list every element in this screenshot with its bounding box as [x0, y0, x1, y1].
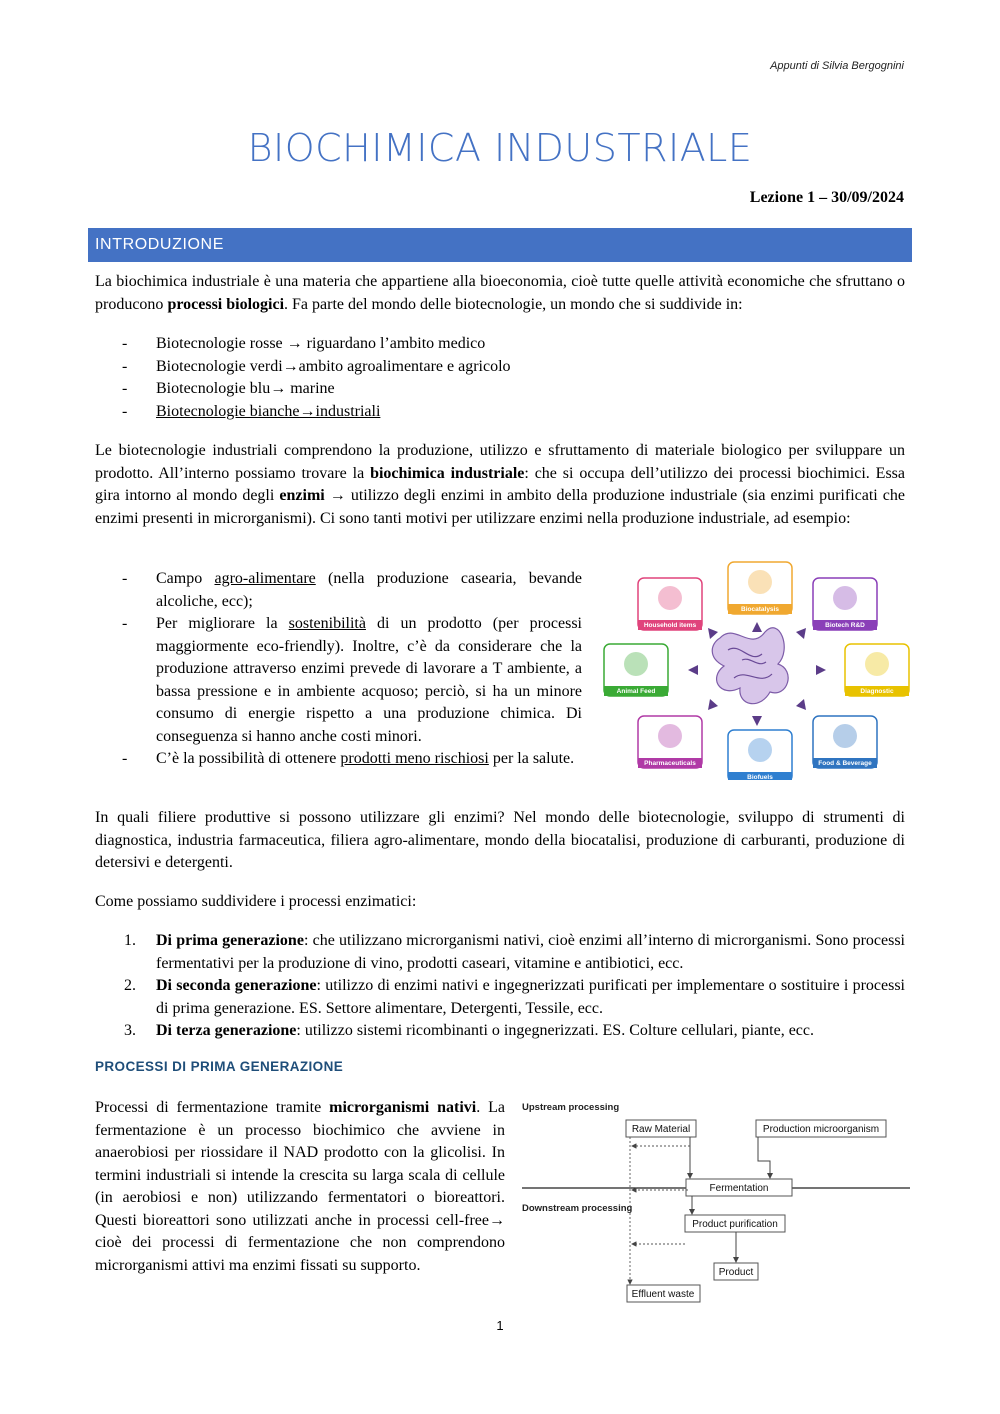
subdivision-intro: Come possiamo suddividere i processi enzimatici: [95, 893, 417, 910]
arrow-icon: → [270, 380, 287, 397]
list-item: - Biotecnologie blu→ marine [122, 380, 335, 397]
application-tile-label: Pharmaceuticals [644, 760, 696, 767]
effluent-waste-label: Effluent waste [631, 1289, 695, 1300]
arrow-icon: → [299, 402, 316, 420]
application-icon [658, 586, 682, 610]
list-item: - C’è la possibilità di ottenere prodotti meno rischiosi per la salute. [122, 750, 575, 767]
application-tile [638, 578, 702, 630]
section-title: INTRODUZIONE [95, 236, 224, 253]
waste-arrows [630, 1137, 690, 1284]
enzyme-applications-figure [600, 560, 912, 780]
list-item: - Biotecnologie bianche→industriali [122, 402, 381, 420]
application-tile-label: Biofuels [747, 774, 773, 780]
list-item: 3. Di terza generazione: utilizzo sistemi ricombinanti o ingegnerizzati. ES. Colture cellulari, piante, ecc. [124, 1022, 815, 1039]
subsection-title: PROCESSI DI PRIMA GENERAZIONE [95, 1059, 344, 1074]
list-item: - Biotecnologie rosse → riguardano l’ambito medico [122, 335, 486, 352]
arrow-icon: → [286, 335, 303, 352]
biotech-list [122, 333, 511, 423]
list-item: - Biotecnologie verdi→ambito agroalimentare e agricolo [122, 357, 511, 375]
application-icon [833, 586, 857, 610]
list-item: - Campo agro-alimentare (nella produzione casearia, bevande alcoliche, ecc); [122, 570, 583, 610]
product-label: Product [718, 1267, 754, 1278]
list-item: - Per migliorare la sostenibilità di un prodotto (per processi maggiormente eco-friendly). Inoltre, c’è da considerare che la produzione attraverso enzimi prevede di lavorare a T ambiente, a bassa pressione e in ambiente acquoso; perciò, si ha un minore consumo di energie rispetto a una produzione chimica. Di conseguenza si hanno anche costi minori. [122, 615, 583, 745]
flow-arrows [690, 1137, 770, 1262]
application-tile [813, 716, 877, 768]
reasons-list [122, 568, 582, 771]
product-purification-label: Product purification [692, 1219, 778, 1230]
application-tile [845, 644, 909, 696]
application-tile-label: Household items [643, 622, 697, 629]
application-icon [833, 724, 857, 748]
intro-text-end: . Fa parte del mondo delle biotecnologie, un mondo che si suddivide in: [284, 295, 743, 313]
intro-paragraph [95, 271, 905, 316]
application-icon [658, 724, 682, 748]
raw-material-label: Raw Material [631, 1124, 691, 1135]
arrow-icon: → [282, 357, 299, 375]
application-tile-label: Biocatalysis [741, 606, 779, 613]
application-tile-label: Diagnostic [860, 688, 894, 695]
upstream-label: Upstream processing [522, 1102, 620, 1113]
application-icon [748, 570, 772, 594]
enzyme-center-icon [712, 628, 788, 704]
application-tile [728, 562, 792, 614]
application-tile-label: Food & Beverage [818, 760, 872, 767]
application-icon [865, 652, 889, 676]
downstream-label: Downstream processing [522, 1203, 633, 1214]
process-flow-diagram [518, 1097, 912, 1307]
generations-list [122, 930, 905, 1043]
lesson-date: Lezione 1 – 30/09/2024 [749, 189, 904, 206]
application-tile [638, 716, 702, 768]
production-microorganism-label: Production microorganism [762, 1124, 880, 1135]
application-icon [748, 738, 772, 762]
list-item: 2. Di seconda generazione: utilizzo di enzimi nativi e ingegnerizzati purificati per implementare o sostituire i processi di prima generazione. ES. Settore alimentare, Detergenti, Tessile, ecc. [124, 977, 905, 1017]
application-tile-label: Animal Feed [616, 688, 656, 695]
fermentation-label: Fermentation [709, 1183, 769, 1194]
page-title: BIOCHIMICA INDUSTRIALE [247, 126, 753, 170]
application-tile-label: Biotech R&D [825, 622, 865, 629]
application-tile [728, 730, 792, 780]
page-number: 1 [496, 1318, 504, 1333]
section-header-bar [88, 228, 912, 262]
intro-bold: processi biologici [167, 295, 285, 313]
list-item: 1. Di prima generazione: che utilizzano microrganismi nativi, cioè enzimi all’interno di microrganismi. Sono processi fermentativi per la produzione di vino, prodotti caseari, vitamine e antibiotici, ecc. [124, 932, 905, 972]
intro-text: La biochimica industriale è una materia che appartiene alla bioeconomia, cioè tutte quelle attività economiche che sfruttano o producono [95, 273, 905, 313]
application-tile [604, 644, 668, 696]
header-note: Appunti di Silvia Bergognini [770, 60, 904, 72]
application-icon [624, 652, 648, 676]
industrial-biotech-paragraph: Le biotecnologie industriali comprendono la produzione, utilizzo e sfruttamento di materiale biologico per sviluppare un prodotto. All’interno possiamo trovare la biochimica industriale: che si occupa dell’utilizzo dei processi biochimici. Essa gira intorno al mondo degli enzimi → utilizzo degli enzimi in ambito della produzione industriale (sia enzimi purificati che enzimi presenti in microrganismi). Ci sono tanti motivi per utilizzare enzimi nella produzione industriale, ad esempio: [95, 442, 906, 527]
application-tile [813, 578, 877, 630]
first-generation-paragraph: Processi di fermentazione tramite microrganismi nativi. La fermentazione è un processo biochimico che avviene in anaerobiosi per riossidare il NAD prodotto con la glicolisi. In termini industriali si intende la crescita su larga scala di cellule (in aerobiosi e non) utilizzando fermentatori o bioreattori. Questi bioreattori sono utilizzati anche in processi cell-free→ cioè dei processi di fermentazione che non comprendono microrganismi attivi ma enzimi fissati su supporto. [95, 1099, 506, 1274]
supply-chain-paragraph: In quali filiere produttive si possono utilizzare gli enzimi? Nel mondo delle biotecnologie, sviluppo di strumenti di diagnostica, industria farmaceutica, filiera agro-alimentare, mondo della biocatalisi, produzione di carburanti, produzione di detersivi e detergenti. [95, 809, 905, 871]
